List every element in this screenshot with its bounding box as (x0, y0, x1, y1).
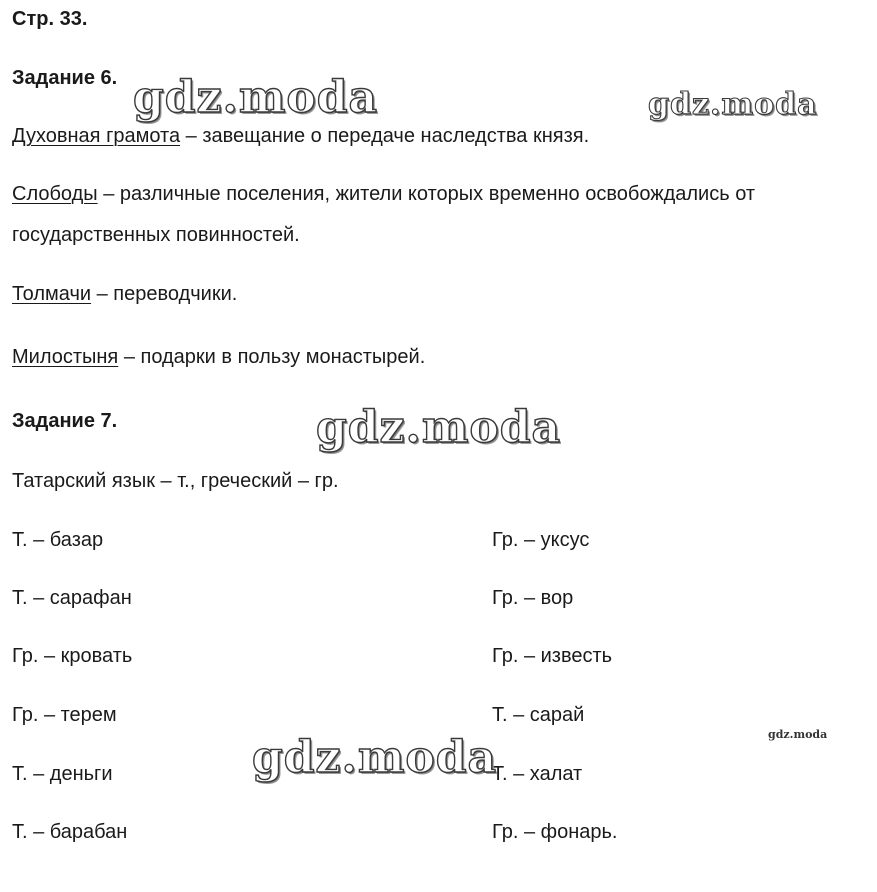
word-row-right: Гр. – уксус (492, 529, 590, 551)
watermark-logo: gdz.moda (133, 72, 379, 123)
watermark-logo: gdz.moda (252, 732, 498, 783)
watermark-logo: gdz.moda (648, 87, 818, 122)
word-row-left: Т. – базар (12, 529, 104, 551)
term-underlined: Духовная грамота (12, 125, 181, 147)
watermark-logo: gdz.moda (768, 728, 828, 741)
entry-milostynya (12, 345, 425, 369)
definition: – различные поселения, жители которых временно освобождались от (97, 183, 756, 205)
entry-dukhovnaya (12, 124, 589, 148)
word-row-right: Т. – халат (492, 763, 583, 785)
word-row-left: Гр. – кровать (12, 645, 133, 667)
entry-slobody (12, 182, 755, 206)
definition: – завещание о передаче наследства князя. (180, 125, 590, 147)
word-row-right: Гр. – вор (492, 587, 574, 609)
watermark-logo: gdz.moda (316, 402, 562, 453)
definition: – подарки в пользу монастырей. (118, 346, 426, 368)
word-row-right: Гр. – фонарь. (492, 821, 618, 843)
word-row-right: Т. – сарай (492, 704, 585, 726)
task7-title: Задание 7. (12, 410, 118, 432)
page-label: Стр. 33. (12, 8, 88, 30)
word-row-left: Т. – сарафан (12, 587, 132, 609)
entry-slobody-continuation: государственных повинностей. (12, 224, 300, 246)
term-underlined: Милостыня (12, 346, 119, 368)
definition: – переводчики. (91, 283, 238, 305)
term-underlined: Толмачи (12, 283, 92, 305)
task7-legend: Татарский язык – т., греческий – гр. (12, 470, 339, 492)
term-underlined: Слободы (12, 183, 98, 205)
word-row-left: Гр. – терем (12, 704, 117, 726)
word-row-left: Т. – деньги (12, 763, 113, 785)
entry-tolmachi (12, 282, 237, 306)
word-row-left: Т. – барабан (12, 821, 128, 843)
task6-title: Задание 6. (12, 67, 118, 89)
word-row-right: Гр. – известь (492, 645, 613, 667)
